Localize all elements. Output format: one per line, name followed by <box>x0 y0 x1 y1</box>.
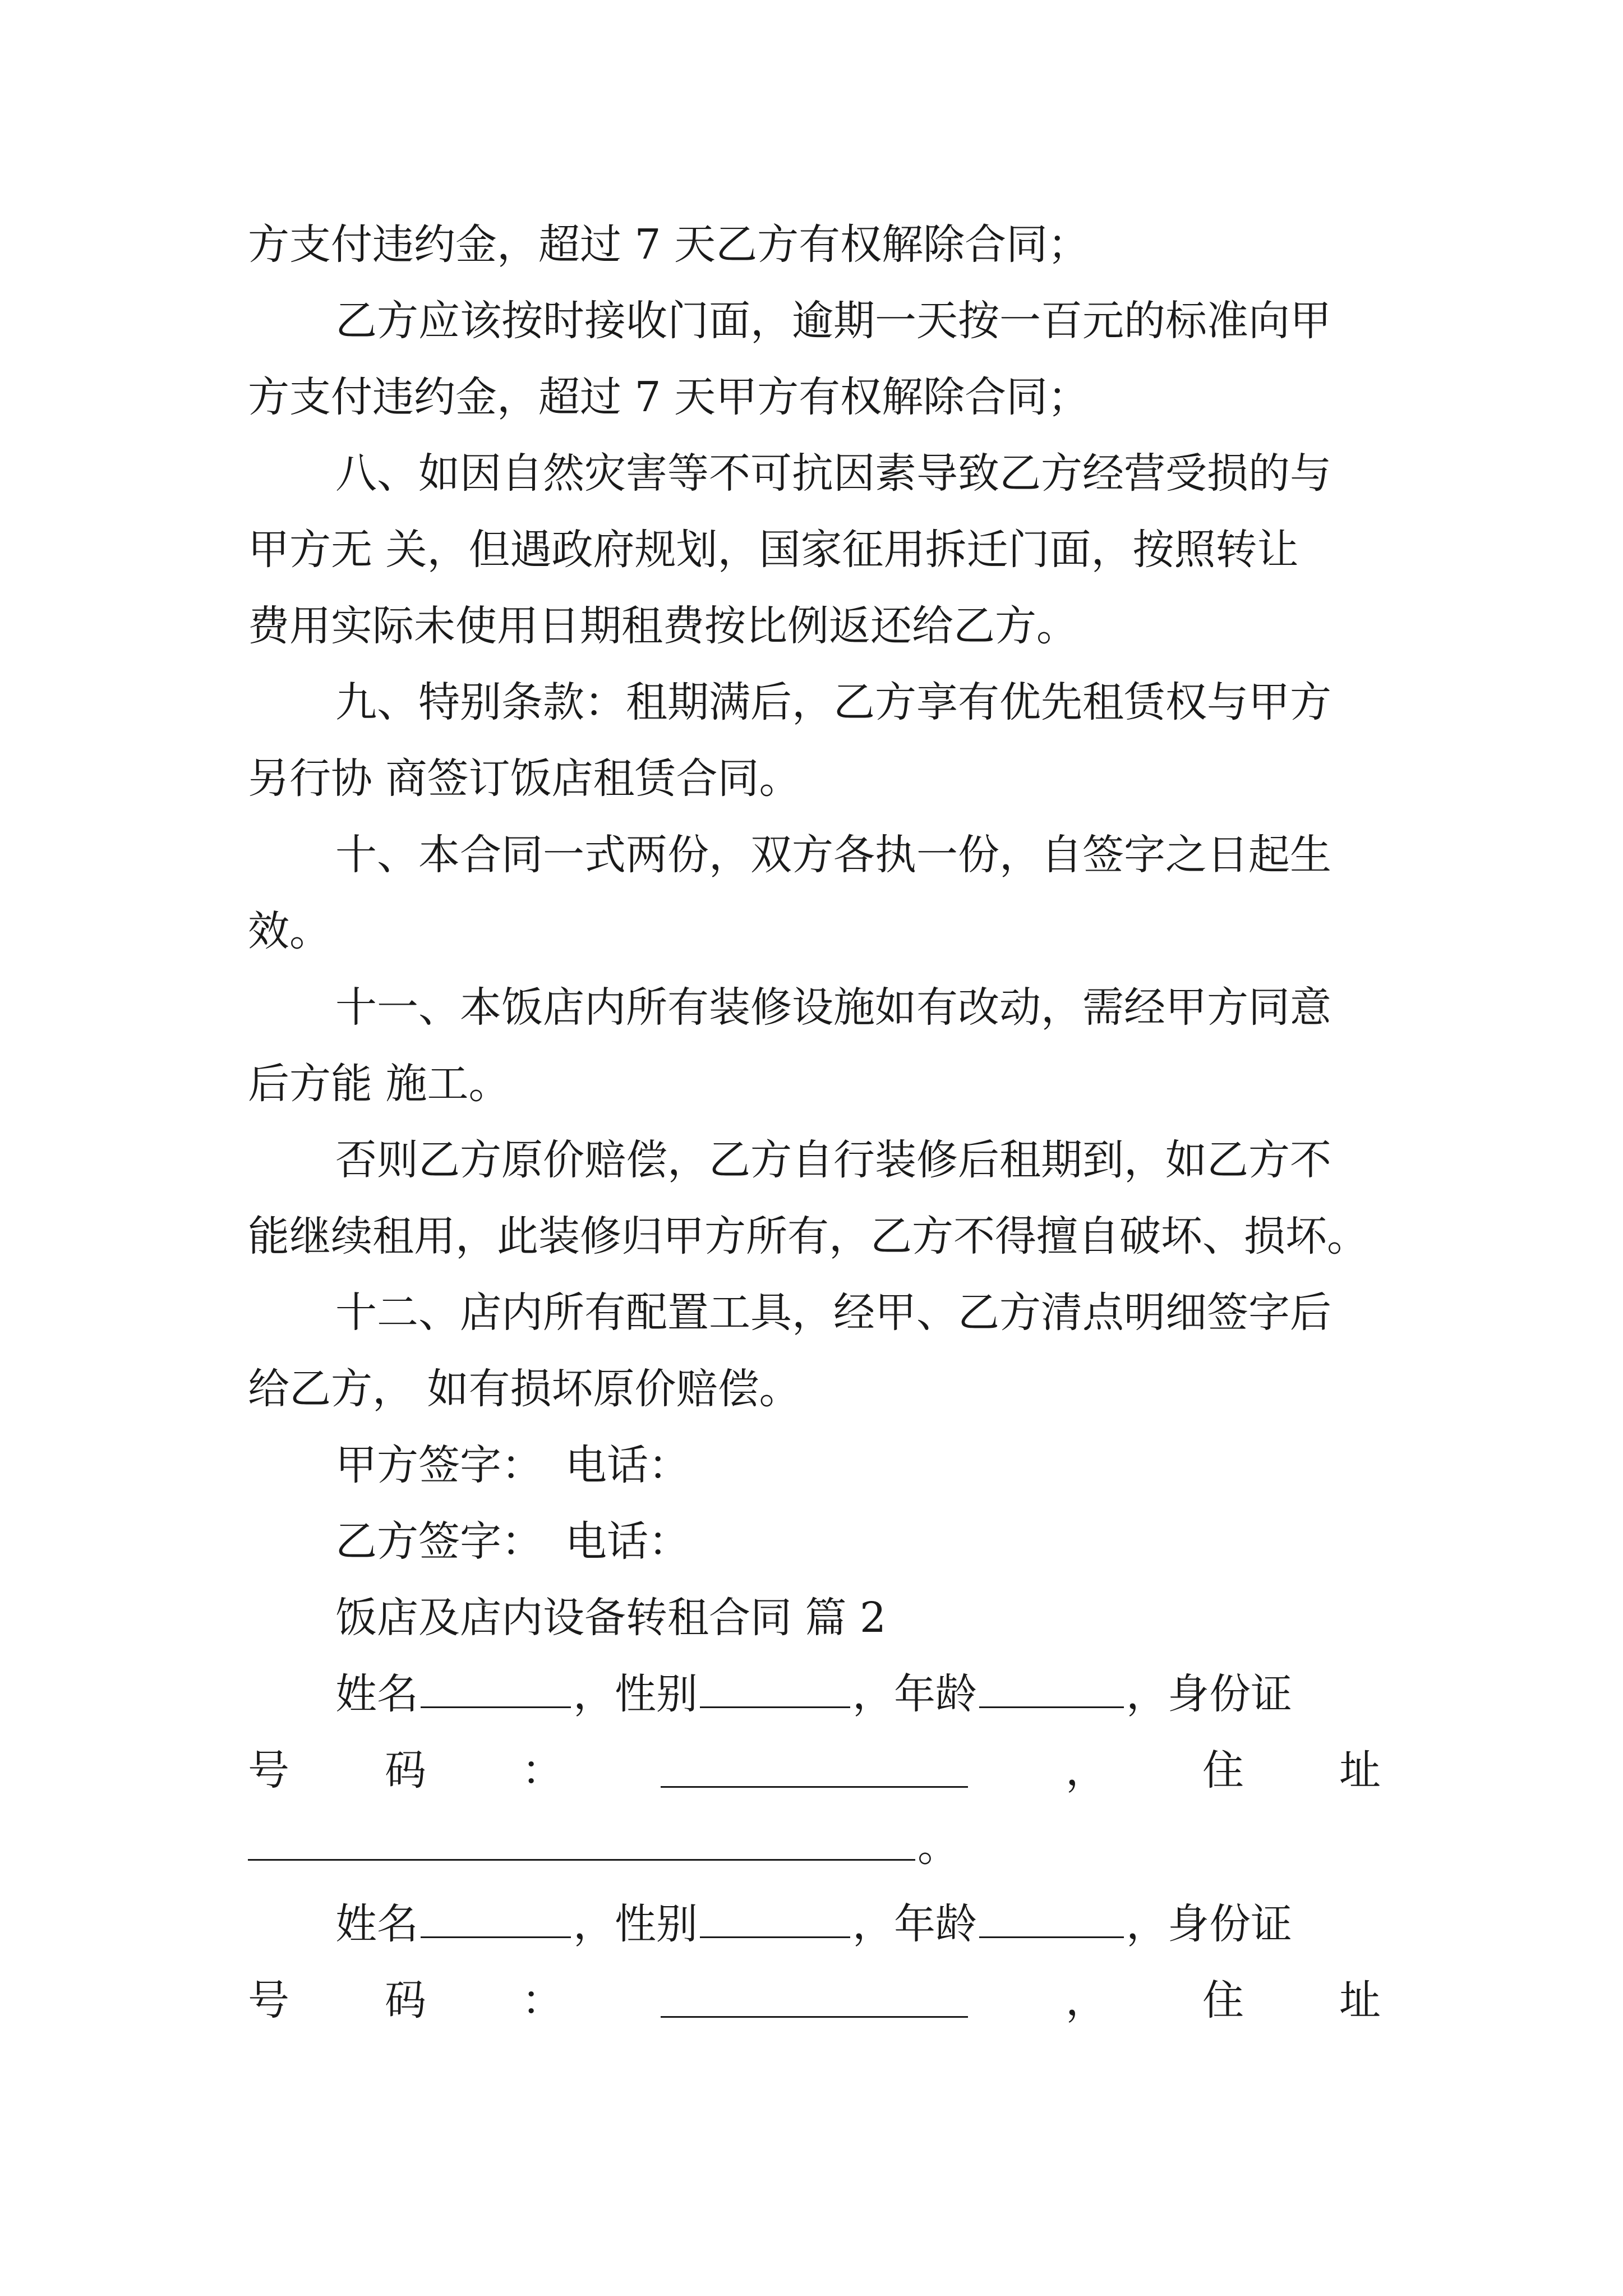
paragraph-line: 后方能 施工。 <box>248 1060 510 1108</box>
age-label: ，年龄 <box>852 1900 977 1948</box>
name-label: 姓名 <box>335 1670 418 1718</box>
gender-label: ，性别 <box>573 1670 698 1718</box>
party-form-line <box>335 1886 1381 1962</box>
party-a-phone-label: 电话： <box>565 1441 690 1489</box>
paragraph-line: 甲方无 关，但遇政府规划，国家征用拆迁门面，按照转让 <box>248 526 1299 574</box>
id-number-line <box>248 1962 1381 2039</box>
name-blank <box>421 1904 571 1938</box>
comma-char: ， <box>1066 1976 1107 2024</box>
signature-line-party-b <box>335 1503 1381 1580</box>
age-label: ，年龄 <box>852 1670 977 1718</box>
address-blank <box>248 1826 915 1861</box>
period-char: 。 <box>917 1823 959 1871</box>
zhi-char: 址 <box>1339 1746 1381 1795</box>
paragraph-line: 乙方应该按时接收门面，逾期一天按一百元的标准向甲 <box>335 297 1331 345</box>
signature-line-party-a <box>335 1427 1381 1503</box>
id-card-label: ，身份证 <box>1126 1670 1292 1718</box>
paragraph-line: 费用实际未使用日期租费按比例返还给乙方。 <box>248 602 1078 650</box>
paragraph-line: 八、如因自然灾害等不可抗因素导致乙方经营受损的与 <box>335 449 1331 498</box>
zhu-char: 住 <box>1202 1746 1244 1795</box>
paragraph-line: 否则乙方原价赔偿，乙方自行装修后租期到，如乙方不 <box>335 1136 1331 1184</box>
paragraph-line: 十一、本饭店内所有装修设施如有改动，需经甲方同意 <box>335 983 1331 1032</box>
comma-char: ， <box>1066 1746 1107 1795</box>
age-blank <box>979 1904 1124 1938</box>
gender-label: ，性别 <box>573 1900 698 1948</box>
party-b-signature-label: 乙方签字： <box>335 1517 543 1566</box>
address-line <box>248 1809 1381 1885</box>
id-number-line <box>248 1732 1381 1809</box>
paragraph-line: 方支付违约金，超过 7 天甲方有权解除合同； <box>248 373 1090 421</box>
hao-char: 号 <box>248 1976 289 2024</box>
section-heading: 饭店及店内设备转租合同 篇 2 <box>335 1594 887 1642</box>
ma-char: 码 <box>385 1976 426 2024</box>
paragraph-line: 效。 <box>248 907 331 955</box>
id-number-blank <box>661 1984 968 2018</box>
ma-char: 码 <box>385 1746 426 1795</box>
gender-blank <box>700 1674 850 1708</box>
paragraph-line: 能继续租用，此装修归甲方所有，乙方不得擅自破坏、损坏。 <box>248 1212 1368 1260</box>
name-blank <box>421 1674 571 1708</box>
gender-blank <box>700 1904 850 1938</box>
party-form-line <box>335 1656 1381 1732</box>
paragraph-line: 给乙方， 如有损坏原价赔偿。 <box>248 1365 801 1413</box>
paragraph-line: 十二、店内所有配置工具，经甲、乙方清点明细签字后 <box>335 1289 1331 1337</box>
party-b-phone-label: 电话： <box>565 1517 690 1566</box>
colon-char: ： <box>522 1976 563 2024</box>
paragraph-line: 另行协 商签订饭店租赁合同。 <box>248 754 801 803</box>
paragraph-line: 十、本合同一式两份，双方各执一份，自签字之日起生 <box>335 831 1331 879</box>
zhu-char: 住 <box>1202 1976 1244 2024</box>
hao-char: 号 <box>248 1746 289 1795</box>
name-label: 姓名 <box>335 1900 418 1948</box>
age-blank <box>979 1674 1124 1708</box>
paragraph-line: 方支付违约金，超过 7 天乙方有权解除合同； <box>248 220 1090 269</box>
id-card-label: ，身份证 <box>1126 1900 1292 1948</box>
colon-char: ： <box>522 1746 563 1795</box>
zhi-char: 址 <box>1339 1976 1381 2024</box>
id-number-blank <box>661 1754 968 1788</box>
party-a-signature-label: 甲方签字： <box>335 1441 543 1489</box>
paragraph-line: 九、特别条款：租期满后，乙方享有优先租赁权与甲方 <box>335 678 1331 726</box>
